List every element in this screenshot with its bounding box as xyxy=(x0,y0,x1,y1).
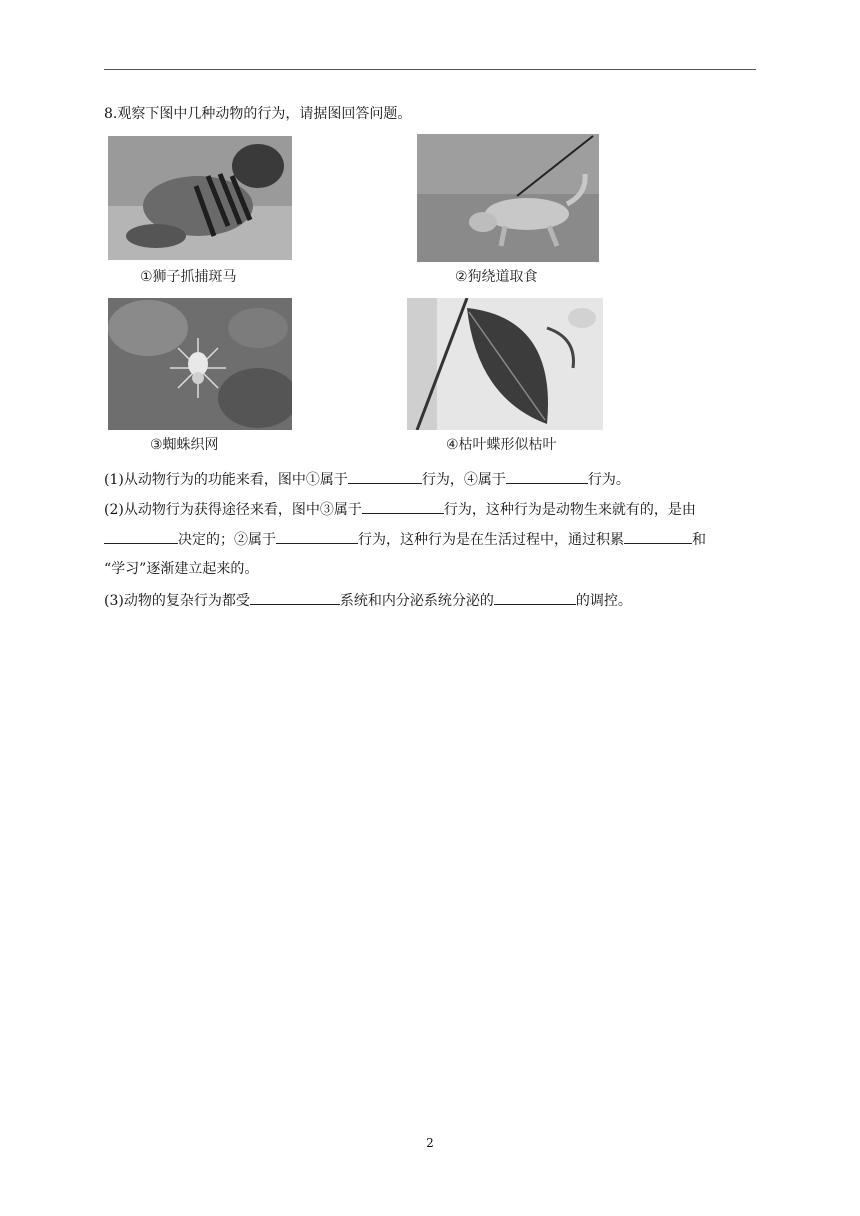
figure-leaf-butterfly xyxy=(407,298,603,430)
answer-blank-4[interactable] xyxy=(104,529,178,544)
figure-dog-detour xyxy=(417,134,599,262)
answer-blank-5[interactable] xyxy=(276,529,358,544)
header-rule xyxy=(104,69,756,70)
answer-blank-3[interactable] xyxy=(362,499,444,514)
question-title: 8.观察下图中几种动物的行为，请据图回答问题。 xyxy=(104,106,412,122)
question-line-5: (3)动物的复杂行为都受 系统和内分泌系统分泌的 的调控。 xyxy=(104,590,632,611)
answer-blank-2[interactable] xyxy=(506,469,588,484)
answer-blank-6[interactable] xyxy=(624,529,692,544)
figure-spider-web xyxy=(108,298,292,430)
figure-caption-3: ③蜘蛛织网 xyxy=(150,437,219,453)
answer-blank-8[interactable] xyxy=(494,590,576,605)
question-line-3: 决定的；②属于 行为，这种行为是在生活过程中，通过积累 和 xyxy=(104,529,706,550)
question-line-4: “学习”逐渐建立起来的。 xyxy=(104,561,259,577)
figure-caption-4: ④枯叶蝶形似枯叶 xyxy=(446,437,557,453)
answer-blank-7[interactable] xyxy=(250,590,340,605)
page-number: 2 xyxy=(426,1136,434,1150)
answer-blank-1[interactable] xyxy=(348,469,422,484)
question-line-1: (1)从动物行为的功能来看，图中①属于 行为，④属于 行为。 xyxy=(104,469,630,490)
figure-caption-2: ②狗绕道取食 xyxy=(455,269,538,285)
figure-lion-zebra xyxy=(108,136,292,260)
figure-caption-1: ①狮子抓捕斑马 xyxy=(140,269,237,285)
question-line-2: (2)从动物行为获得途径来看，图中③属于 行为，这种行为是动物生来就有的，是由 xyxy=(104,499,696,520)
